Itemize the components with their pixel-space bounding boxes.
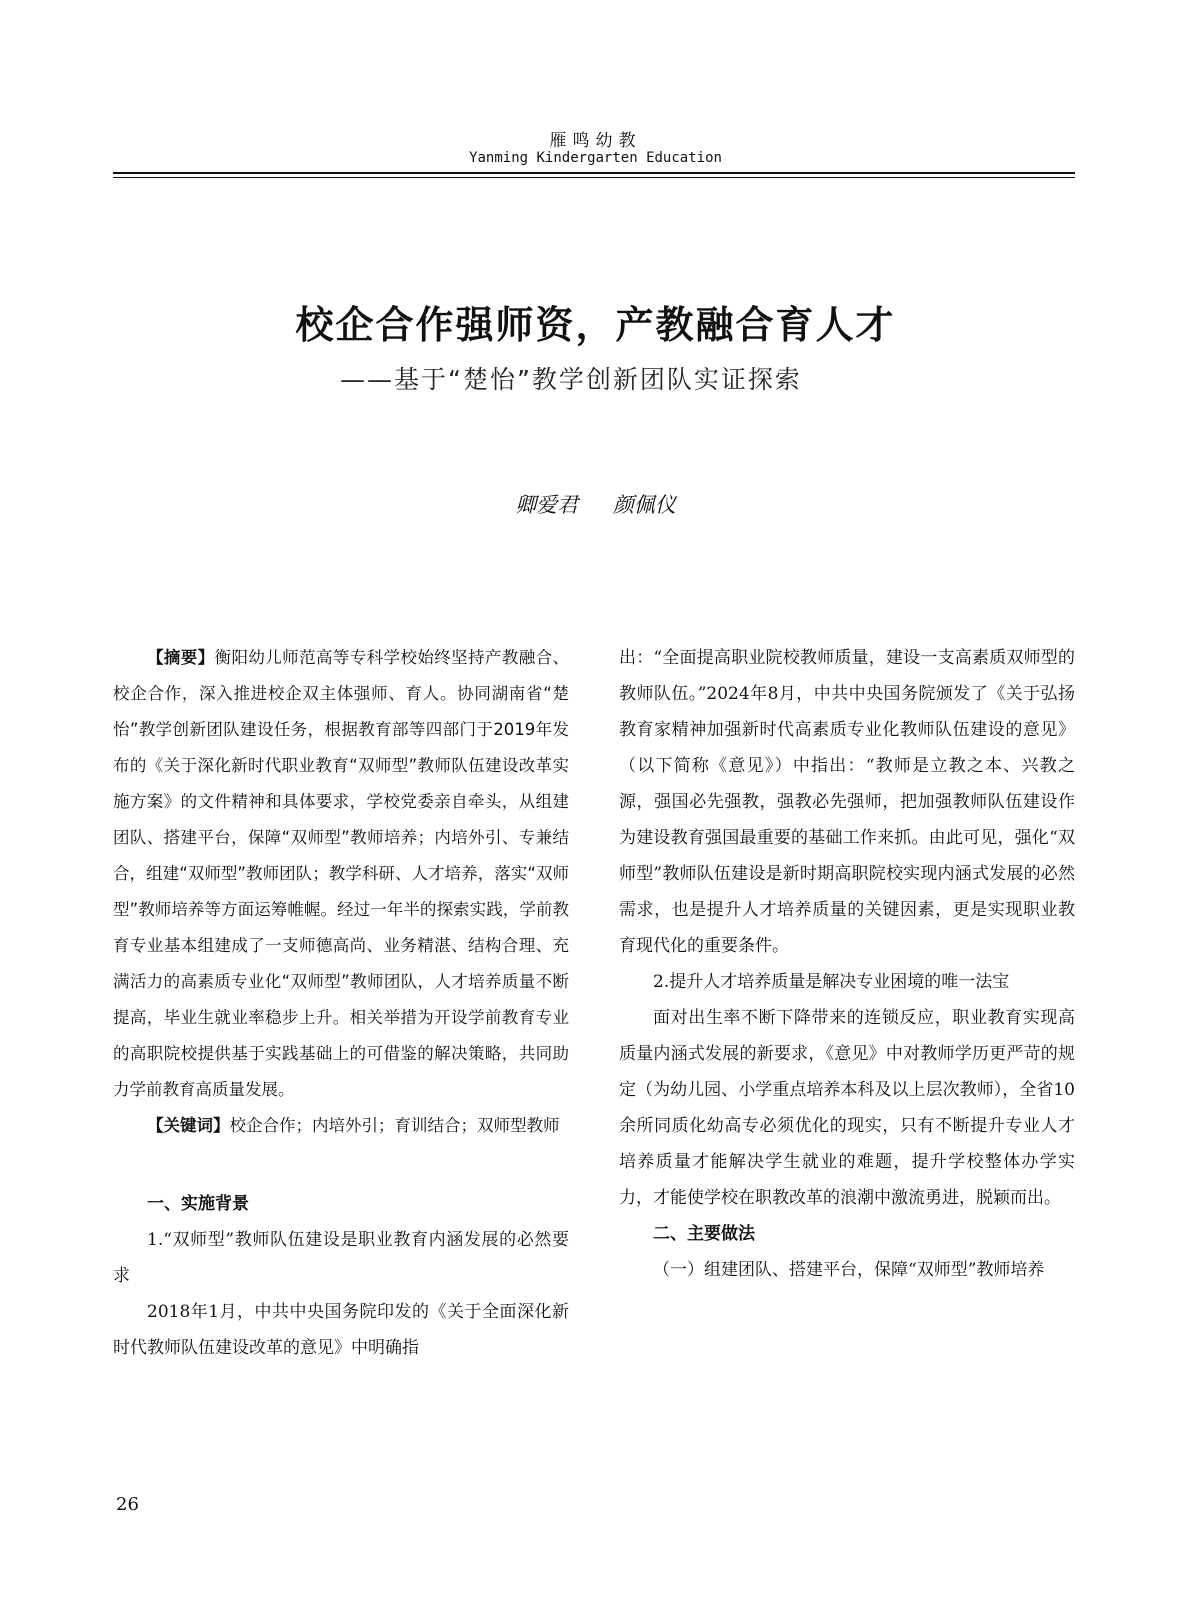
left-column bbox=[113, 640, 569, 1366]
section-heading: 一、实施背景 bbox=[147, 1194, 249, 1214]
journal-name-en: Yanming Kindergarten Education bbox=[469, 150, 722, 166]
subsection-heading: （一）组建团队、搭建平台，保障“双师型”教师培养 bbox=[653, 1260, 1045, 1280]
abstract-text: 衡阳幼儿师范高等专科学校始终坚持产教融合、校企合作，深入推进校企双主体强师、育人。协同湖南省“楚怡”教学创新团队建设任务，根据教育部等四部门于2019年发布的《关于深化新时代职业教育“双师型”教师队伍建设改革实施方案》的文件精神和具体要求，学校党委亲自牵头，从组建团队、搭建平台，保障“双师型”教师培养；内培外引、专兼结合，组建“双师型”教师团队；教学科研、人才培养，落实“双师型”教师培养等方面运筹帷幄。经过一年半的探索实践，学前教育专业基本组建成了一支师德高尚、业务精湛、结构合理、充满活力的高素质专业化“双师型”教师团队，人才培养质量不断提高，毕业生就业率稳步上升。相关举措为开设学前教育专业的高职院校提供基于实践基础上的可借鉴的解决策略，共同助力学前教育高质量发展。 bbox=[113, 648, 570, 1099]
body-paragraph: 面对出生率不断下降带来的连锁反应，职业教育实现高质量内涵式发展的新要求，《意见》中对教师学历更严苛的规定（为幼儿园、小学重点培养本科及以上层次教师），全省10余所同质化幼高专必须优化的现实，只有不断提升专业人才培养质量才能解决学生就业的难题，提升学校整体办学实力，才能使学校在职教改革的浪潮中激流勇进，脱颖而出。 bbox=[619, 1008, 1075, 1208]
author-list bbox=[0, 489, 1191, 519]
keywords bbox=[113, 1108, 569, 1144]
header-rule-thick bbox=[113, 172, 1075, 174]
keywords-label: 【关键词】 bbox=[147, 1116, 230, 1135]
abstract bbox=[113, 640, 569, 1108]
subsection-heading: 2.提升人才培养质量是解决专业困境的唯一法宝 bbox=[653, 972, 1010, 992]
article-subtitle: ——基于“楚怡”教学创新团队实证探索 bbox=[340, 365, 802, 394]
right-column bbox=[619, 640, 1075, 1288]
body-paragraph: 2018年1月，中共中央国务院印发的《关于全面深化新时代教师队伍建设改革的意见》中明确指 bbox=[113, 1302, 569, 1358]
section-heading: 二、主要做法 bbox=[653, 1224, 755, 1244]
subsection-heading: 1.“双师型”教师队伍建设是职业教育内涵发展的必然要求 bbox=[113, 1230, 569, 1286]
author-name: 卿爱君 bbox=[515, 493, 579, 517]
author-name: 颜佩仪 bbox=[612, 493, 676, 517]
journal-name-cn: 雁鸣幼教 bbox=[549, 131, 642, 151]
article-title: 校企合作强师资，产教融合育人才 bbox=[295, 302, 896, 347]
spacer bbox=[113, 1144, 569, 1186]
page-number: 26 bbox=[116, 1494, 139, 1515]
abstract-label: 【摘要】 bbox=[147, 648, 215, 667]
body-paragraph: 出：“全面提高职业院校教师质量，建设一支高素质双师型的教师队伍。”2024年8月，中共中央国务院颁发了《关于弘扬教育家精神加强新时代高素质专业化教师队伍建设的意见》（以下简称《意见》）中指出：“教师是立教之本、兴教之源，强国必先强教，强教必先强师，把加强教师队伍建设作为建设教育强国最重要的基础工作来抓。由此可见，强化“双师型”教师队伍建设是新时期高职院校实现内涵式发展的必然需求，也是提升人才培养质量的关键因素，更是实现职业教育现代化的重要条件。 bbox=[619, 648, 1075, 956]
header-rule-thin bbox=[113, 177, 1075, 178]
keywords-text: 校企合作；内培外引；育训结合；双师型教师 bbox=[229, 1116, 560, 1135]
